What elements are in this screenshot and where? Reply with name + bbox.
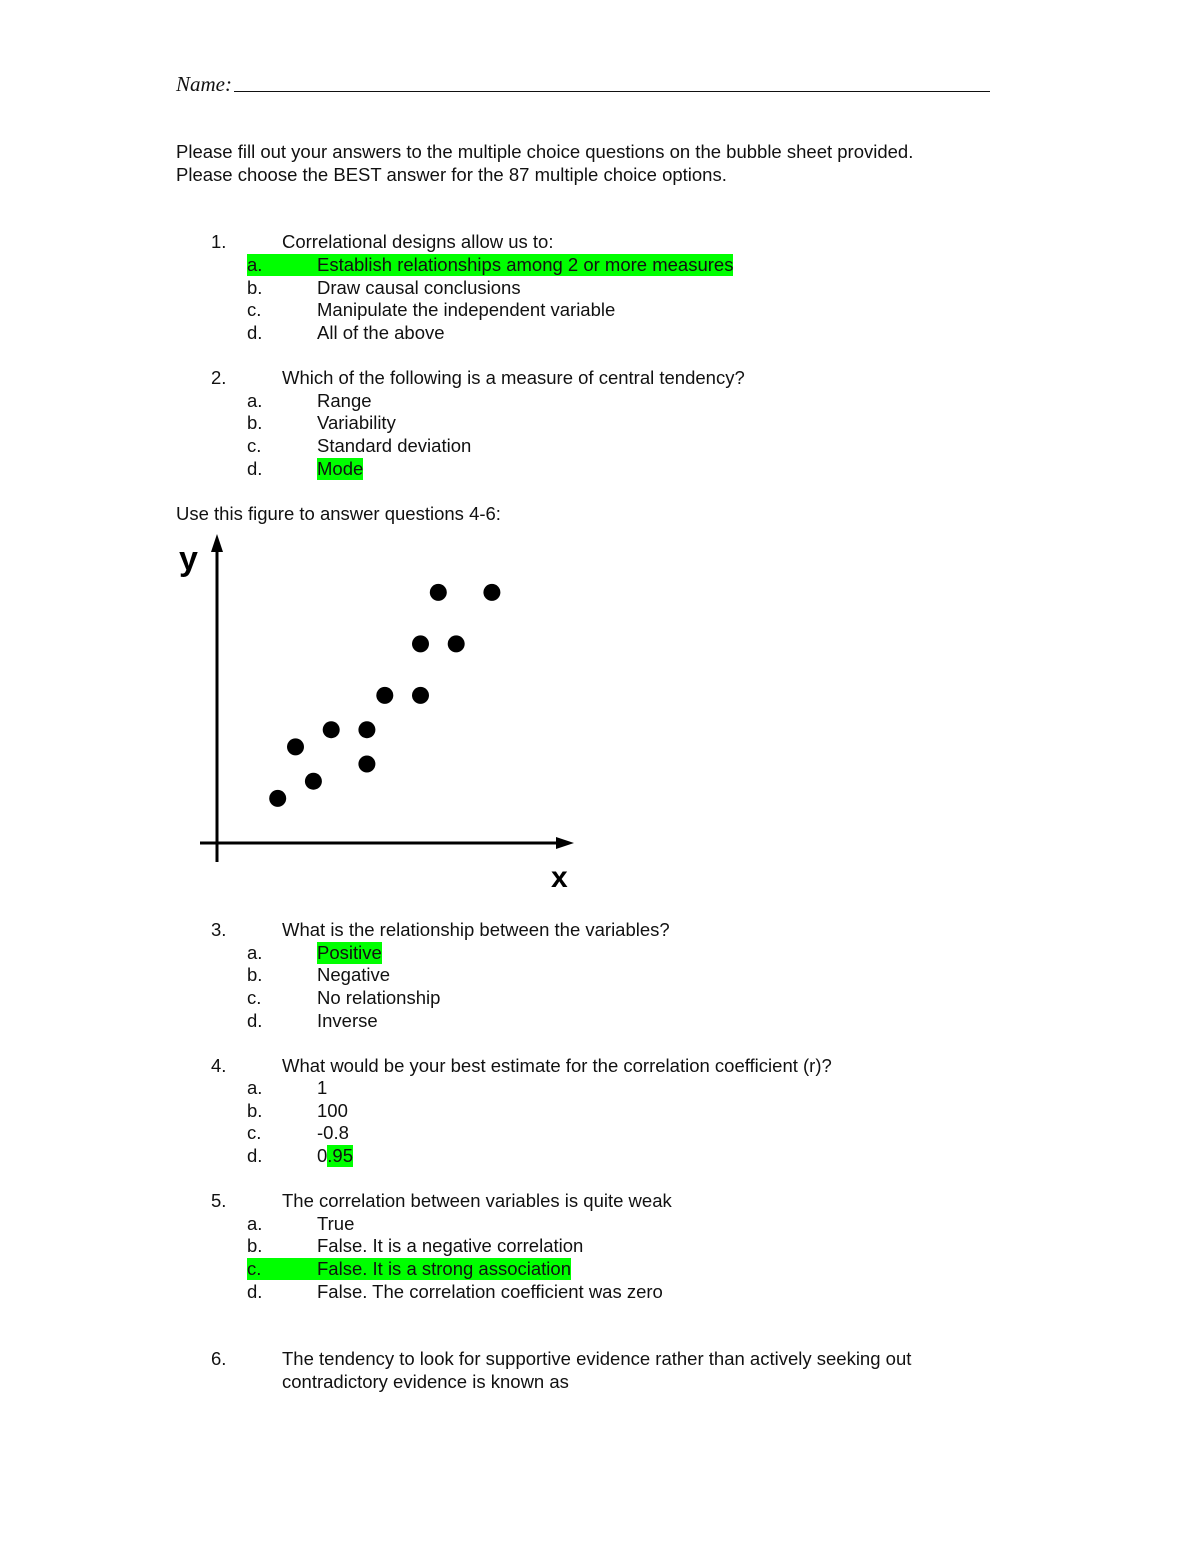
option-letter: b. — [247, 1235, 263, 1256]
option-text: Draw causal conclusions — [317, 277, 521, 298]
question-text: What is the relationship between the variables? — [282, 919, 670, 940]
option-text: Positive — [317, 942, 382, 963]
option-letter: c. — [247, 1122, 262, 1143]
instructions-line-2: Please choose the BEST answer for the 87 multiple choice options. — [176, 163, 727, 185]
option-d[interactable] — [247, 458, 363, 480]
y-axis-label: y — [179, 540, 198, 578]
option-letter: b. — [247, 412, 263, 433]
question-number: 2. — [211, 367, 227, 388]
question-text-line-2: contradictory evidence is known as — [282, 1371, 569, 1392]
option-letter: b. — [247, 1100, 263, 1121]
data-point-10 — [448, 635, 465, 652]
figure-caption: Use this figure to answer questions 4-6: — [176, 503, 501, 524]
option-text: Establish relationships among 2 or more measures — [317, 254, 734, 275]
option-letter: a. — [247, 1213, 263, 1234]
option-letter: d. — [247, 1145, 263, 1166]
option-letter: a. — [247, 390, 263, 411]
question-text-line-1: The tendency to look for supportive evidence rather than actively seeking out — [282, 1348, 912, 1369]
data-point-3 — [305, 773, 322, 790]
question-number: 3. — [211, 919, 227, 940]
option-text: 100 — [317, 1100, 348, 1121]
data-point-9 — [412, 635, 429, 652]
option-a[interactable] — [247, 1213, 354, 1235]
option-b[interactable] — [247, 1235, 583, 1257]
option-letter: d. — [247, 1010, 263, 1031]
option-text: -0.8 — [317, 1122, 349, 1143]
option-text: False. It is a negative correlation — [317, 1235, 584, 1256]
option-d[interactable] — [247, 322, 445, 344]
option-letter: a. — [247, 254, 263, 275]
option-text: True — [317, 1213, 355, 1234]
data-point-7 — [376, 687, 393, 704]
x-axis-label: x — [551, 861, 568, 894]
option-letter: b. — [247, 277, 263, 298]
option-d[interactable] — [247, 1145, 353, 1167]
option-text-prefix: 0 — [317, 1145, 328, 1166]
option-text: Manipulate the independent variable — [317, 299, 616, 320]
name-underline — [234, 91, 990, 92]
option-text: 1 — [317, 1077, 328, 1098]
option-text: Inverse — [317, 1010, 378, 1031]
data-points — [269, 584, 500, 807]
option-b[interactable] — [247, 412, 396, 434]
data-point-8 — [412, 687, 429, 704]
question-number: 4. — [211, 1055, 227, 1076]
option-c[interactable] — [247, 987, 440, 1009]
name-label: Name: — [176, 72, 232, 96]
instructions-line-1: Please fill out your answers to the multiple choice questions on the bubble sheet provided. — [176, 141, 914, 162]
data-point-11 — [430, 584, 447, 601]
scatter-plot — [170, 530, 590, 900]
name-field[interactable] — [176, 70, 990, 98]
question-text: What would be your best estimate for the correlation coefficient (r)? — [282, 1055, 832, 1076]
option-letter: c. — [247, 1258, 262, 1279]
option-c[interactable] — [247, 435, 471, 457]
data-point-1 — [269, 790, 286, 807]
question-text: Correlational designs allow us to: — [282, 231, 554, 252]
option-a[interactable] — [247, 254, 733, 276]
data-point-4 — [323, 721, 340, 738]
data-point-12 — [483, 584, 500, 601]
option-d[interactable] — [247, 1010, 378, 1032]
option-b[interactable] — [247, 964, 390, 986]
option-text: False. It is a strong association — [317, 1258, 571, 1279]
y-axis-arrow — [211, 534, 223, 552]
option-a[interactable] — [247, 1077, 327, 1099]
instructions — [176, 141, 1076, 186]
option-letter: c. — [247, 435, 262, 456]
question-number: 6. — [211, 1348, 227, 1369]
option-letter: c. — [247, 299, 262, 320]
option-letter: c. — [247, 987, 262, 1008]
option-letter: a. — [247, 1077, 263, 1098]
option-a[interactable] — [247, 390, 372, 412]
option-text: Mode — [317, 458, 364, 479]
option-text: False. The correlation coefficient was zero — [317, 1281, 663, 1302]
option-letter: d. — [247, 458, 263, 479]
option-c[interactable] — [247, 299, 615, 321]
option-letter: d. — [247, 1281, 263, 1302]
option-a[interactable] — [247, 942, 382, 964]
option-text-highlight: .95 — [327, 1145, 354, 1166]
option-b[interactable] — [247, 1100, 348, 1122]
option-b[interactable] — [247, 277, 521, 299]
question-number: 1. — [211, 231, 227, 252]
option-c[interactable] — [247, 1122, 349, 1144]
question-text: The correlation between variables is quite weak — [282, 1190, 672, 1211]
option-text: Range — [317, 390, 372, 411]
option-text: Standard deviation — [317, 435, 472, 456]
option-text: Negative — [317, 964, 391, 985]
option-c[interactable] — [247, 1258, 571, 1280]
data-point-2 — [287, 738, 304, 755]
data-point-5 — [358, 721, 375, 738]
option-letter: a. — [247, 942, 263, 963]
option-letter: d. — [247, 322, 263, 343]
question-text: Which of the following is a measure of central tendency? — [282, 367, 745, 388]
option-d[interactable] — [247, 1281, 663, 1303]
option-text: All of the above — [317, 322, 445, 343]
option-text: No relationship — [317, 987, 441, 1008]
x-axis-arrow — [556, 837, 574, 849]
option-letter: b. — [247, 964, 263, 985]
question-number: 5. — [211, 1190, 227, 1211]
data-point-6 — [358, 756, 375, 773]
option-text: Variability — [317, 412, 396, 433]
